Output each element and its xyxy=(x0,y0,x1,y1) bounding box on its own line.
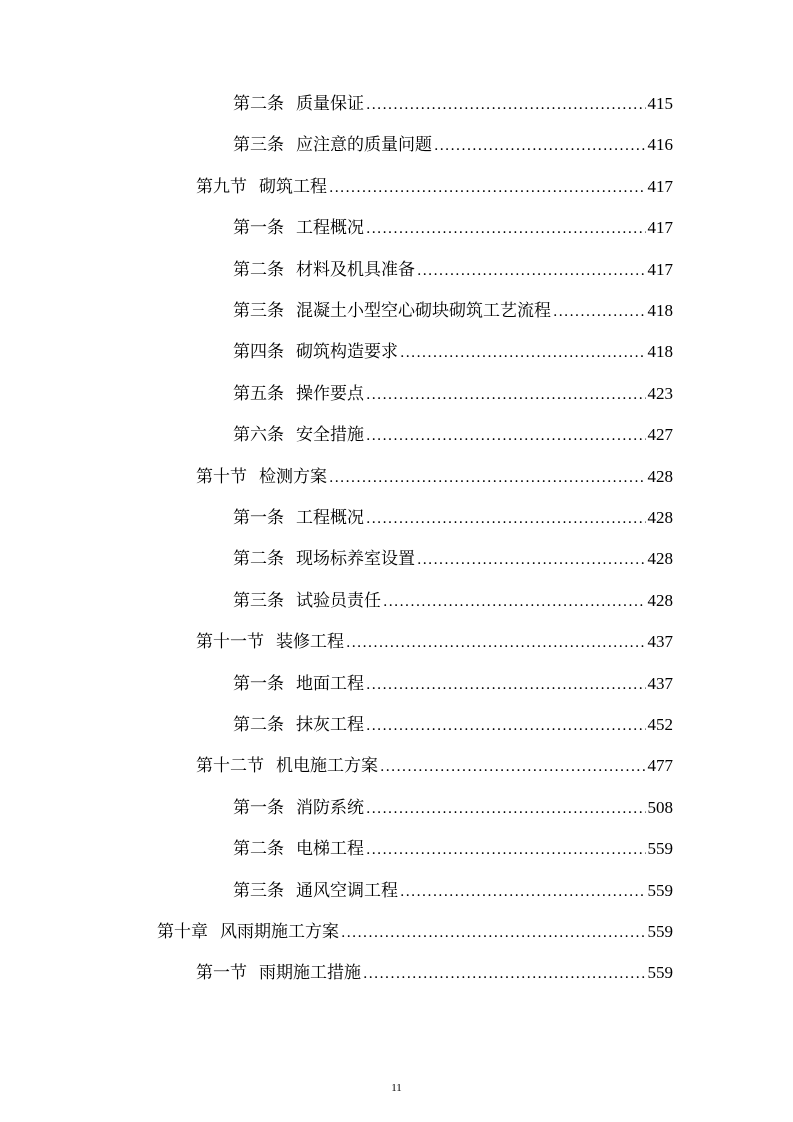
toc-entry-title: 工程概况 xyxy=(296,508,364,528)
toc-entry-title: 抹灰工程 xyxy=(296,715,364,735)
toc-entry-number: 第四条 xyxy=(233,342,284,363)
toc-entry-number: 第十章 xyxy=(157,922,208,942)
toc-entry-page: 417 xyxy=(647,259,673,279)
toc-leader-dots xyxy=(366,711,646,741)
toc-entry-number: 第十节 xyxy=(196,466,247,487)
toc-leader-dots xyxy=(380,752,646,782)
toc-entry[interactable] xyxy=(196,627,673,657)
toc-entry-page: 508 xyxy=(647,797,673,817)
toc-entry[interactable] xyxy=(233,130,673,160)
toc-entry[interactable] xyxy=(233,876,673,906)
toc-entry-page: 416 xyxy=(647,135,673,155)
toc-entry[interactable] xyxy=(233,296,673,326)
toc-entry-title: 试验员责任 xyxy=(296,590,381,611)
toc-entry-title: 电梯工程 xyxy=(296,839,364,860)
toc-leader-dots xyxy=(329,173,646,203)
toc-entry-page: 477 xyxy=(647,756,673,776)
toc-entry-title: 材料及机具准备 xyxy=(296,259,415,280)
toc-entry-number: 第二条 xyxy=(233,94,284,114)
toc-entry-number: 第一节 xyxy=(196,963,247,984)
toc-entry-page: 559 xyxy=(647,963,673,983)
toc-entry[interactable] xyxy=(233,586,673,616)
toc-leader-dots xyxy=(366,421,646,451)
toc-entry[interactable] xyxy=(233,213,673,243)
toc-entry[interactable] xyxy=(196,462,673,492)
toc-entry-number: 第一条 xyxy=(233,797,284,818)
toc-entry-page: 418 xyxy=(647,342,673,362)
toc-entry-page: 559 xyxy=(647,922,673,941)
toc-leader-dots xyxy=(363,959,646,989)
toc-entry[interactable] xyxy=(233,337,673,367)
toc-entry-page: 452 xyxy=(647,715,673,734)
toc-leader-dots xyxy=(366,794,646,824)
toc-entry-title: 雨期施工措施 xyxy=(259,963,361,984)
toc-entry[interactable] xyxy=(233,710,673,740)
toc-entry[interactable] xyxy=(233,669,673,699)
toc-entry-page: 437 xyxy=(647,632,673,652)
toc-entry-page: 437 xyxy=(647,673,673,693)
toc-entry-page: 417 xyxy=(647,218,673,238)
toc-entry-page: 428 xyxy=(647,466,673,486)
toc-entry-number: 第三条 xyxy=(233,301,284,321)
toc-entry[interactable] xyxy=(233,503,673,533)
toc-leader-dots xyxy=(341,918,646,948)
toc-leader-dots xyxy=(553,297,646,327)
toc-entry-title: 风雨期施工方案 xyxy=(220,922,339,942)
toc-entry[interactable] xyxy=(196,172,673,202)
toc-entry-title: 应注意的质量问题 xyxy=(296,135,432,156)
toc-entry-title: 操作要点 xyxy=(296,383,364,404)
toc-entry-title: 机电施工方案 xyxy=(276,756,378,777)
toc-entry-title: 砌筑工程 xyxy=(259,176,327,197)
toc-leader-dots xyxy=(400,877,646,907)
toc-leader-dots xyxy=(417,545,646,575)
toc-leader-dots xyxy=(346,628,646,658)
toc-entry-number: 第二条 xyxy=(233,839,284,860)
toc-entry-number: 第一条 xyxy=(233,218,284,239)
toc-leader-dots xyxy=(400,338,646,368)
toc-entry-title: 工程概况 xyxy=(296,218,364,239)
toc-entry[interactable] xyxy=(196,751,673,781)
toc-entry-page: 415 xyxy=(647,94,673,113)
toc-entry-number: 第十二节 xyxy=(196,756,264,777)
toc-entry-page: 427 xyxy=(647,425,673,445)
toc-entry-number: 第九节 xyxy=(196,176,247,197)
toc-entry-number: 第一条 xyxy=(233,673,284,694)
toc-entry[interactable] xyxy=(233,793,673,823)
toc-entry-title: 装修工程 xyxy=(276,632,344,653)
toc-entry[interactable] xyxy=(233,89,673,119)
toc-entry-title: 混凝土小型空心砌块砌筑工艺流程 xyxy=(296,301,551,321)
toc-entry-page: 428 xyxy=(647,508,673,527)
toc-entry-page: 417 xyxy=(647,176,673,196)
toc-entry-title: 检测方案 xyxy=(259,466,327,487)
toc-entry-number: 第十一节 xyxy=(196,632,264,653)
toc-entry[interactable] xyxy=(233,379,673,409)
toc-leader-dots xyxy=(383,587,646,617)
toc-leader-dots xyxy=(366,504,646,534)
toc-entry-number: 第三条 xyxy=(233,135,284,156)
toc-entry-title: 地面工程 xyxy=(296,673,364,694)
toc-entry-number: 第二条 xyxy=(233,715,284,735)
toc-entry-number: 第六条 xyxy=(233,425,284,446)
toc-entry-number: 第二条 xyxy=(233,259,284,280)
toc-entry[interactable] xyxy=(233,255,673,285)
toc-entry-number: 第二条 xyxy=(233,549,284,570)
toc-entry[interactable] xyxy=(196,958,673,988)
toc-leader-dots xyxy=(366,380,646,410)
toc-entry-page: 428 xyxy=(647,590,673,610)
toc-leader-dots xyxy=(417,256,646,286)
toc-entry-number: 第一条 xyxy=(233,508,284,528)
page-number: 11 xyxy=(391,1082,402,1094)
toc-entry[interactable] xyxy=(233,420,673,450)
toc-entry-number: 第五条 xyxy=(233,383,284,404)
toc-leader-dots xyxy=(366,670,646,700)
toc-entry-title: 安全措施 xyxy=(296,425,364,446)
toc-leader-dots xyxy=(434,131,646,161)
toc-leader-dots xyxy=(366,835,646,865)
toc-entry-page: 559 xyxy=(647,880,673,900)
toc-entry-number: 第三条 xyxy=(233,880,284,901)
toc-entry[interactable] xyxy=(233,834,673,864)
toc-entry-page: 559 xyxy=(647,839,673,859)
toc-entry[interactable] xyxy=(157,917,673,947)
toc-entry-title: 质量保证 xyxy=(296,94,364,114)
toc-entry[interactable] xyxy=(233,544,673,574)
toc-entry-title: 通风空调工程 xyxy=(296,880,398,901)
toc-entry-page: 418 xyxy=(647,301,673,320)
toc-entry-number: 第三条 xyxy=(233,590,284,611)
toc-leader-dots xyxy=(366,214,646,244)
toc-entry-page: 428 xyxy=(647,549,673,569)
toc-leader-dots xyxy=(366,90,646,120)
toc-entry-title: 消防系统 xyxy=(296,797,364,818)
toc-entry-title: 现场标养室设置 xyxy=(296,549,415,570)
toc-entry-title: 砌筑构造要求 xyxy=(296,342,398,363)
toc-entry-page: 423 xyxy=(647,383,673,403)
toc-leader-dots xyxy=(329,463,646,493)
